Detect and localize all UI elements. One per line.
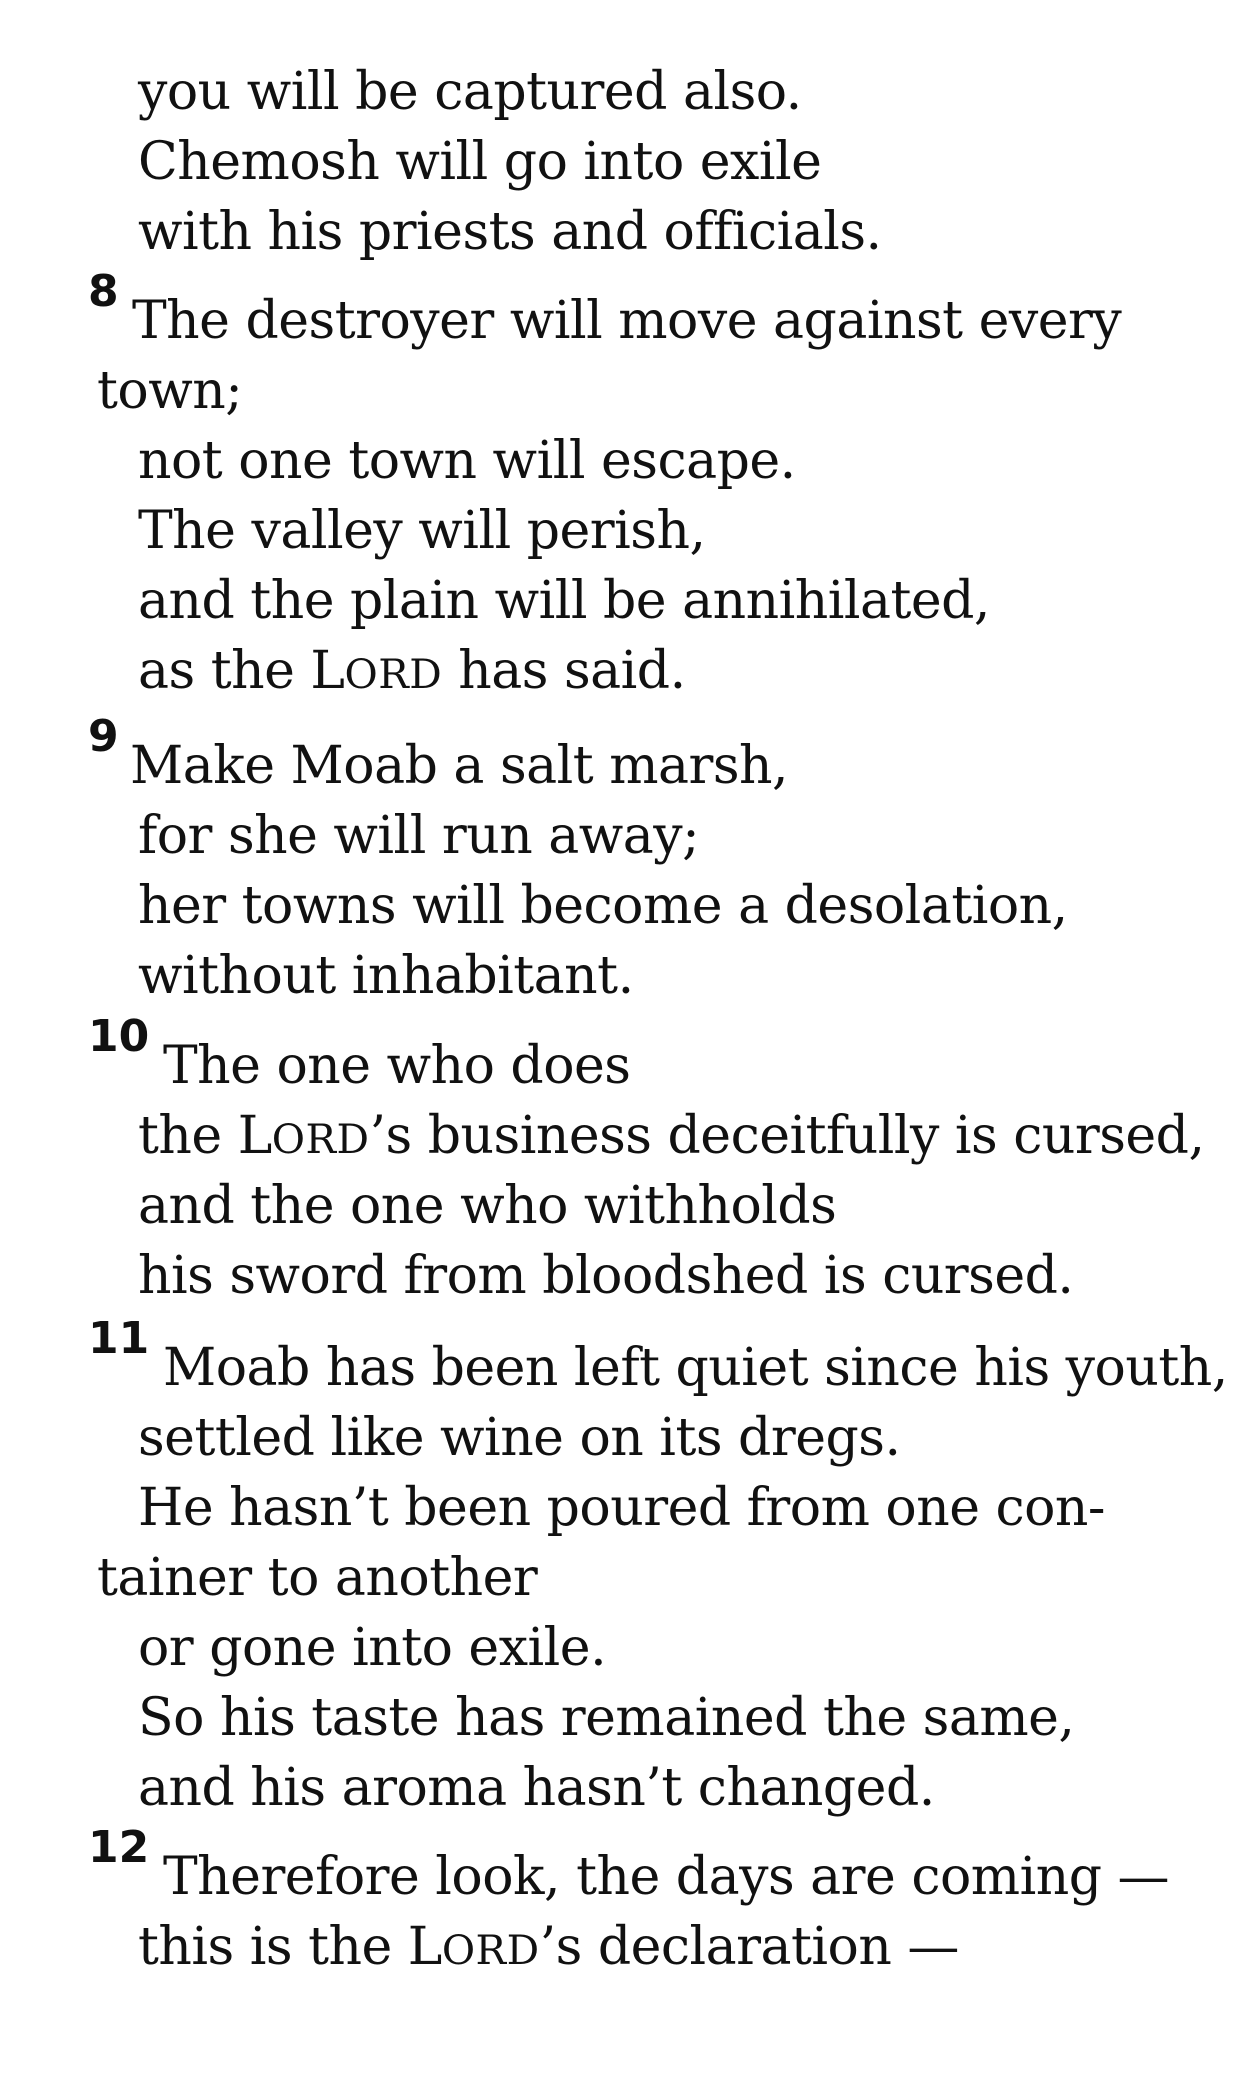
verse-line: Chemosh will go into exile — [138, 132, 822, 192]
verse-line: and the one who withholds — [138, 1176, 837, 1236]
verse-number: 8 — [88, 266, 119, 317]
line-text: as the — [138, 641, 295, 701]
verse-line: for she will run away; — [138, 806, 700, 866]
verse-line: not one town will escape. — [138, 431, 796, 491]
verse-line: The valley will perish, — [138, 501, 706, 561]
verse-number: 9 — [88, 711, 119, 762]
verse-line — [138, 1101, 1205, 1174]
verse-line: town; — [97, 361, 243, 421]
divine-name: LORD — [407, 1917, 540, 1977]
verse-line: So his taste has remained the same, — [138, 1688, 1075, 1748]
verse-line: The one who does — [163, 1036, 631, 1096]
divine-name: LORD — [310, 641, 443, 701]
verse-line: settled like wine on its dregs. — [138, 1408, 901, 1468]
verse-line: his sword from bloodshed is cursed. — [138, 1246, 1074, 1306]
verse-line: with his priests and officials. — [138, 202, 882, 262]
line-text: this is the — [138, 1917, 392, 1977]
verse-line: The destroyer will move against every — [132, 291, 1122, 351]
verse-line: and his aroma hasn’t changed. — [138, 1758, 935, 1818]
verse-line: Moab has been left quiet since his youth, — [163, 1338, 1228, 1398]
verse-number: 12 — [88, 1822, 150, 1873]
verse-line — [138, 636, 686, 709]
verse-line: her towns will become a desolation, — [138, 876, 1068, 936]
verse-line: you will be captured also. — [138, 62, 802, 122]
line-text: the — [138, 1106, 222, 1166]
verse-number: 10 — [88, 1011, 150, 1062]
verse-line: Make Moab a salt marsh, — [130, 736, 789, 796]
verse-line: or gone into exile. — [138, 1618, 607, 1678]
line-text: ’s declaration — — [539, 1917, 959, 1977]
verse-number: 11 — [88, 1313, 150, 1364]
divine-name: LORD — [237, 1106, 370, 1166]
verse-line — [138, 1912, 959, 1985]
verse-line: and the plain will be annihilated, — [138, 571, 990, 631]
verse-line: without inhabitant. — [138, 946, 634, 1006]
verse-line: He hasn’t been poured from one con- — [138, 1478, 1105, 1538]
verse-line: Therefore look, the days are coming — — [163, 1847, 1170, 1907]
line-text: has said. — [458, 641, 686, 701]
line-text: ’s business deceitfully is cursed, — [369, 1106, 1205, 1166]
verse-line: tainer to another — [97, 1548, 538, 1608]
